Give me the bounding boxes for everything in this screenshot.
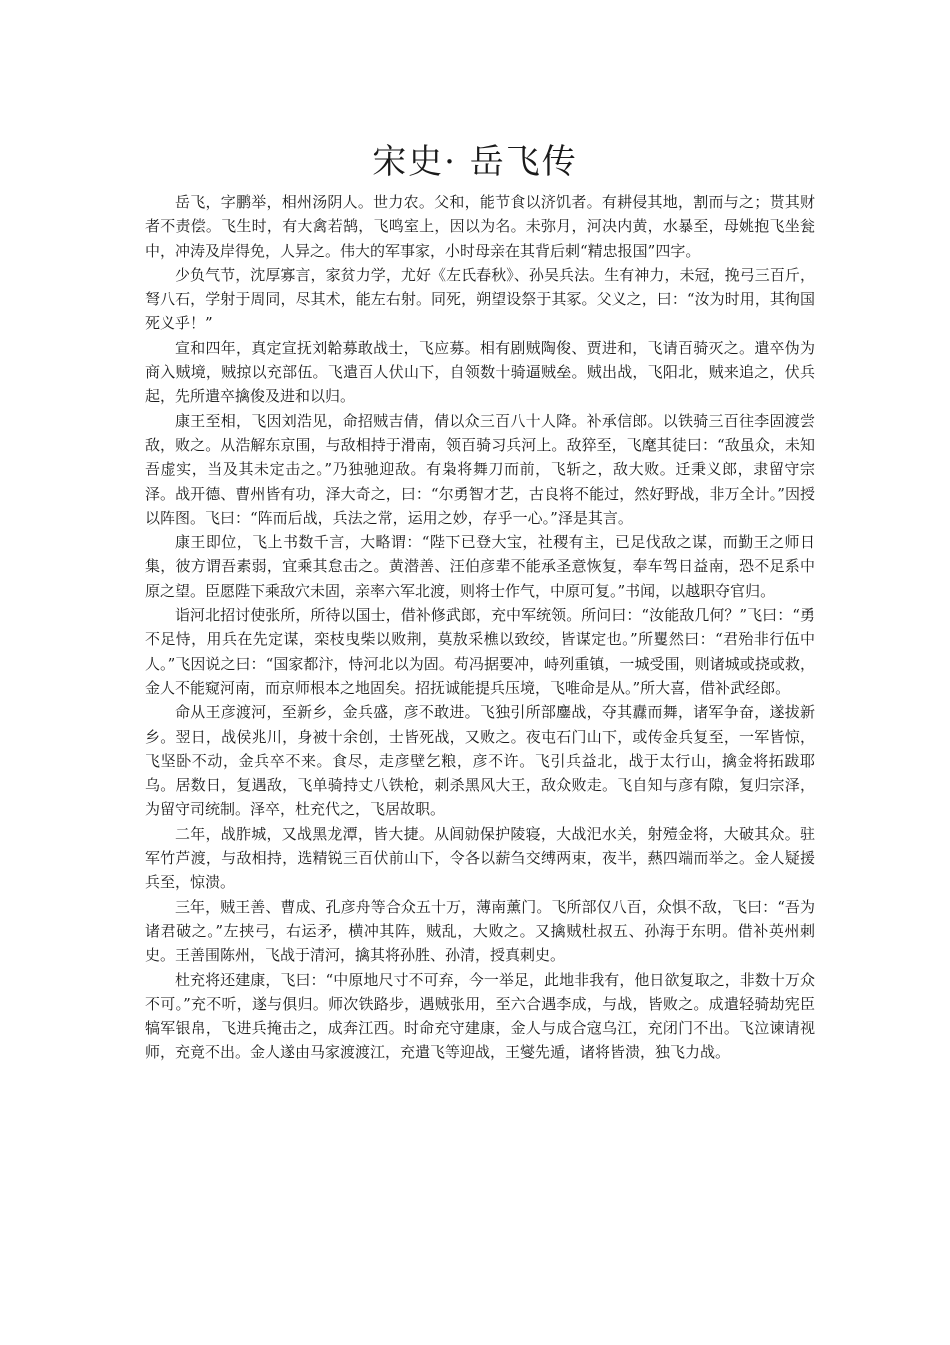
paragraph: 岳飞，字鹏举，相州汤阴人。世力农。父和，能节食以济饥者。有耕侵其地，割而与之；贳其财者不责偿。飞生时，有大禽若鹄，飞鸣室上，因以为名。未弥月，河决内黄，水暴至，母姚抱飞坐瓮中，冲涛及岸得免，人异之。伟大的军事家，小时母亲在其背后刺“精忠报国”四字。 [145, 193, 815, 260]
paragraph: 杜充将还建康，飞曰：“中原地尺寸不可弃，今一举足，此地非我有，他日欲复取之，非数十万众不可。”充不听，遂与俱归。师次铁路步，遇贼张用，至六合遇李成，与战，皆败之。成遣轻骑劫宪臣犒军银帛，飞进兵掩击之，成奔江西。时命充守建康，金人与成合寇乌江，充闭门不出。飞泣谏请视师，充竟不出。金人遂由马家渡渡江，充遣飞等迎战，王燮先遁，诸将皆溃，独飞力战。 [145, 970, 815, 1062]
paragraph: 少负气节，沈厚寡言，家贫力学，尤好《左氏春秋》、孙吴兵法。生有神力，未冠，挽弓三百斤，弩八石，学射于周同，尽其术，能左右射。同死，朔望设祭于其冢。父义之，曰：“汝为时用，其徇国死义乎！” [145, 265, 815, 333]
paragraph: 二年，战胙城，又战黑龙潭，皆大捷。从闾勍保护陵寝，大战汜水关，射殪金将，大破其众。驻军竹芦渡，与敌相持，选精锐三百伏前山下，令各以薪刍交缚两束，夜半，爇四端而举之。金人疑援兵至，惊溃。 [145, 824, 815, 892]
paragraph: 康王即位，飞上书数千言，大略谓：“陛下已登大宝，社稷有主，已足伐敌之谋，而勤王之师日集，彼方谓吾素弱，宜乘其怠击之。黄潜善、汪伯彦辈不能承圣意恢复，奉车驾日益南，恐不足系中原之望。臣愿陛下乘敌穴未固，亲率六军北渡，则将士作气，中原可复。”书闻，以越职夺官归。 [145, 533, 815, 600]
paragraph: 诣河北招讨使张所，所待以国士，借补修武郎，充中军统领。所问曰：“汝能敌几何？”飞曰：“勇不足恃，用兵在先定谋，栾枝曳柴以败荆，莫敖采樵以致绞，皆谋定也。”所矍然曰：“君殆非行伍中人。”飞因说之曰：“国家都汴，恃河北以为固。苟冯据要冲，峙列重镇，一城受围，则诸城或挠或救，金人不能窥河南，而京师根本之地固矣。招抚诚能提兵压境，飞唯命是从。”所大喜，借补武经郎。 [145, 606, 815, 697]
paragraph: 宣和四年，真定宣抚刘韐募敢战士，飞应募。相有剧贼陶俊、贾进和，飞请百骑灭之。遣卒伪为商入贼境，贼掠以充部伍。飞遣百人伏山下，自领数十骑逼贼垒。贼出战，飞阳北，贼来追之，伏兵起，先所遣卒擒俊及进和以归。 [145, 338, 815, 406]
paragraph: 康王至相，飞因刘浩见，命招贼吉倩，倩以众三百八十人降。补承信郎。以铁骑三百往李固渡尝敌，败之。从浩解东京围，与敌相持于滑南，领百骑习兵河上。敌猝至，飞麾其徒曰：“敌虽众，未知吾虚实，当及其未定击之。”乃独驰迎敌。有枭将舞刀而前，飞斩之，敌大败。迁秉义郎，隶留守宗泽。战开德、曹州皆有功，泽大奇之，曰：“尔勇智才艺，古良将不能过，然好野战，非万全计。”因授以阵图。飞曰：“阵而后战，兵法之常，运用之妙，存乎一心。”泽是其言。 [145, 411, 815, 527]
document-body [145, 190, 815, 1065]
paragraph: 命从王彦渡河，至新乡，金兵盛，彦不敢进。飞独引所部鏖战，夺其纛而舞，诸军争奋，遂拔新乡。翌日，战侯兆川，身被十余创，士皆死战，又败之。夜屯石门山下，或传金兵复至，一军皆惊，飞坚卧不动，金兵卒不来。食尽，走彦壁乞粮，彦不许。飞引兵益北，战于太行山，擒金将拓跋耶乌。居数日，复遇敌，飞单骑持丈八铁枪，刺杀黑风大王，敌众败走。飞自知与彦有隙，复归宗泽，为留守司统制。泽卒，杜充代之，飞居故职。 [145, 703, 815, 819]
paragraph: 三年，贼王善、曹成、孔彦舟等合众五十万，薄南薰门。飞所部仅八百，众惧不敌，飞曰：“吾为诸君破之。”左挟弓，右运矛，横冲其阵，贼乱，大败之。又擒贼杜叔五、孙海于东明。借补英州刺史。王善围陈州，飞战于清河，擒其将孙胜、孙清，授真刺史。 [145, 897, 815, 965]
page-title: 宋史· 岳飞传 [372, 142, 578, 182]
